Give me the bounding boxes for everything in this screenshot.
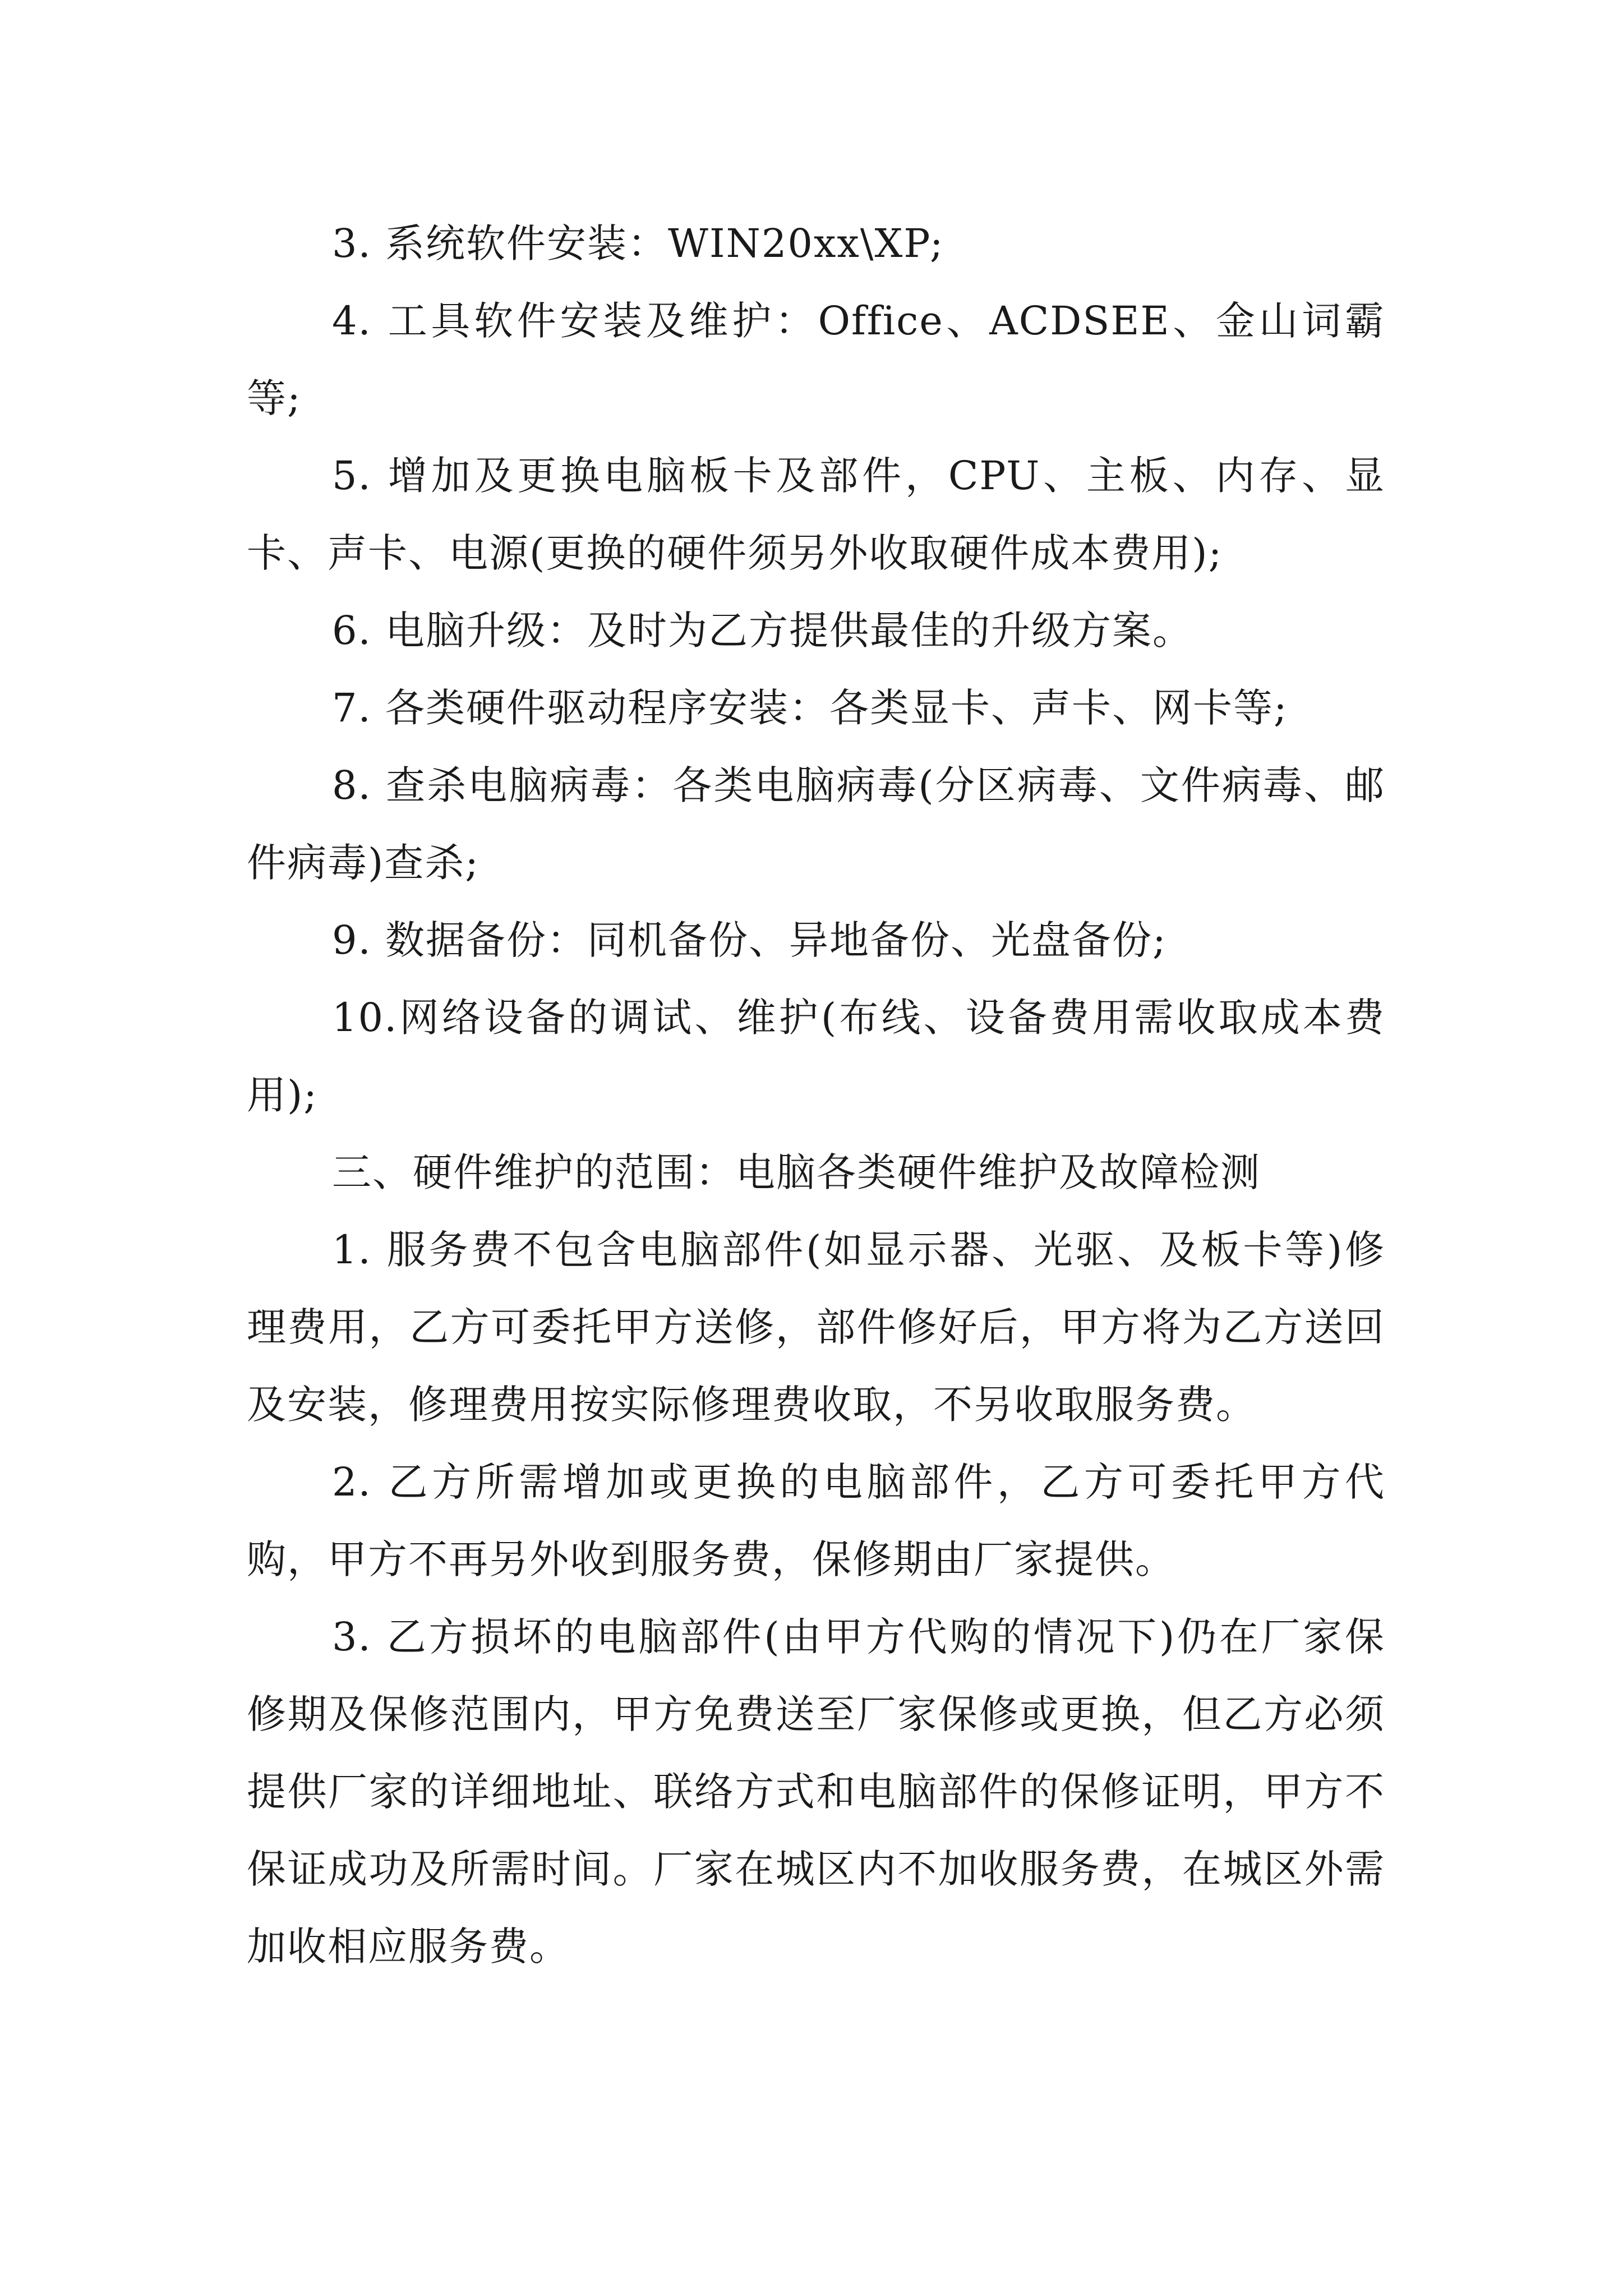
section-heading-hardware-maintenance: 三、硬件维护的范围：电脑各类硬件维护及故障检测 xyxy=(332,1149,1261,1195)
document-body xyxy=(247,205,1385,1985)
paragraph-item-7-driver-install: 7. 各类硬件驱动程序安装：各类显卡、声卡、网卡等; xyxy=(332,685,1288,731)
paragraph-item-8-virus-removal: 8. 查杀电脑病毒：各类电脑病毒(分区病毒、文件病毒、邮件病毒)查杀; xyxy=(247,762,1385,886)
paragraph-hw-item-3-warranty: 3. 乙方损坏的电脑部件(由甲方代购的情况下)仍在厂家保修期及保修范围内，甲方免费送至厂家保修或更换，但乙方必须提供厂家的详细地址、联络方式和电脑部件的保修证明，甲方不保证成功及所需时间。厂家在城区内不加收服务费，在城区外需加收相应服务费。 xyxy=(247,1614,1385,1970)
paragraph-item-10-network: 10.网络设备的调试、维护(布线、设备费用需收取成本费用); xyxy=(247,995,1385,1118)
paragraph-item-4-tool-software: 4. 工具软件安装及维护：Office、ACDSEE、金山词霸等; xyxy=(247,298,1385,421)
paragraph-item-6-upgrade: 6. 电脑升级：及时为乙方提供最佳的升级方案。 xyxy=(332,608,1193,654)
paragraph-item-9-data-backup: 9. 数据备份：同机备份、异地备份、光盘备份; xyxy=(332,917,1167,963)
paragraph-item-5-hardware-replacement: 5. 增加及更换电脑板卡及部件，CPU、主板、内存、显卡、声卡、电源(更换的硬件须另外收取硬件成本费用); xyxy=(247,453,1385,576)
paragraph-item-3-software-install: 3. 系统软件安装：WIN20xx\XP; xyxy=(332,220,944,266)
paragraph-hw-item-2-purchase: 2. 乙方所需增加或更换的电脑部件，乙方可委托甲方代购，甲方不再另外收到服务费，保修期由厂家提供。 xyxy=(247,1459,1385,1582)
paragraph-hw-item-1-service-fee: 1. 服务费不包含电脑部件(如显示器、光驱、及板卡等)修理费用，乙方可委托甲方送修，部件修好后，甲方将为乙方送回及安装，修理费用按实际修理费收取，不另收取服务费。 xyxy=(247,1227,1385,1428)
